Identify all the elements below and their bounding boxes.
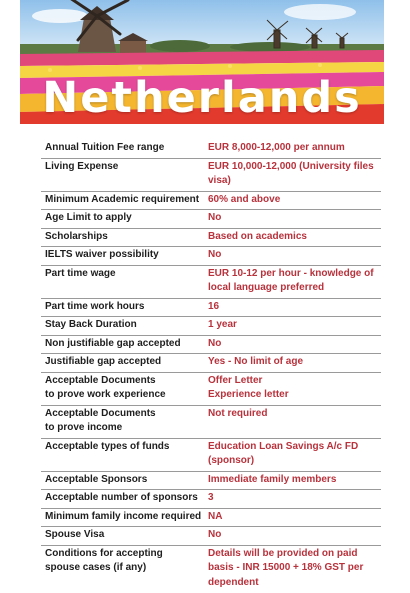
table-row xyxy=(41,527,381,546)
row-value: No xyxy=(208,249,222,260)
row-value: Details will be provided on paid basis - INR 15000 + 18% GST per dependent xyxy=(208,547,364,588)
table-row xyxy=(41,439,381,472)
table-row xyxy=(41,299,381,318)
row-value: No xyxy=(208,212,222,223)
row-value: 1 year xyxy=(208,319,237,330)
hero-banner xyxy=(20,0,384,124)
row-label: Acceptable Sponsors xyxy=(45,473,148,485)
row-label: Non justifiable gap accepted xyxy=(45,337,181,349)
row-value: Offer Letter Experience letter xyxy=(208,374,289,400)
table-row xyxy=(41,546,381,593)
table-row xyxy=(41,472,381,491)
row-label: Part time work hours xyxy=(45,300,145,312)
table-row xyxy=(41,336,381,355)
row-label: Living Expense xyxy=(45,160,119,172)
row-label: Annual Tuition Fee range xyxy=(45,142,165,153)
row-value: EUR 10,000-12,000 (University files visa) xyxy=(208,160,374,186)
row-value: Education Loan Savings A/c FD (sponsor) xyxy=(208,440,359,466)
row-value: Yes - No limit of age xyxy=(208,356,304,367)
info-table xyxy=(41,140,381,593)
row-label: Acceptable Documents to prove income xyxy=(45,407,156,433)
row-label: Acceptable number of sponsors xyxy=(45,492,198,503)
row-value: EUR 10-12 per hour - knowledge of local language preferred xyxy=(208,267,374,293)
table-row xyxy=(41,192,381,211)
table-row xyxy=(41,229,381,248)
row-value: 16 xyxy=(208,300,220,312)
row-label: Minimum family income required xyxy=(45,510,202,522)
table-row xyxy=(41,210,381,229)
row-value: 60% and above xyxy=(208,193,281,205)
table-row xyxy=(41,373,381,406)
row-value: Based on academics xyxy=(208,230,307,242)
table-row xyxy=(41,159,381,192)
table-row xyxy=(41,406,381,439)
row-label: Stay Back Duration xyxy=(45,319,137,330)
table-row xyxy=(41,140,381,159)
row-value: No xyxy=(208,529,222,540)
row-label: Spouse Visa xyxy=(45,529,105,540)
row-label: Part time wage xyxy=(45,267,116,279)
table-row xyxy=(41,354,381,373)
row-label: Minimum Academic requirement xyxy=(45,193,200,205)
row-label: Justifiable gap accepted xyxy=(45,356,162,367)
row-value: Not required xyxy=(208,407,268,419)
row-label: Conditions for accepting spouse cases (if any) xyxy=(45,547,163,573)
row-label: Scholarships xyxy=(45,230,108,242)
row-value: No xyxy=(208,337,222,349)
row-value: 3 xyxy=(208,492,214,503)
row-label: Acceptable Documents to prove work experience xyxy=(45,374,166,400)
row-value: Immediate family members xyxy=(208,473,337,485)
table-row xyxy=(41,317,381,336)
row-value: EUR 8,000-12,000 per annum xyxy=(208,142,345,153)
table-row xyxy=(41,266,381,299)
table-row xyxy=(41,490,381,509)
row-label: Acceptable types of funds xyxy=(45,440,170,452)
table-row xyxy=(41,247,381,266)
hero-title: Netherlands xyxy=(42,73,362,123)
table-row xyxy=(41,509,381,528)
row-value: NA xyxy=(208,510,223,522)
row-label: IELTS waiver possibility xyxy=(45,249,159,260)
row-label: Age Limit to apply xyxy=(45,212,132,223)
